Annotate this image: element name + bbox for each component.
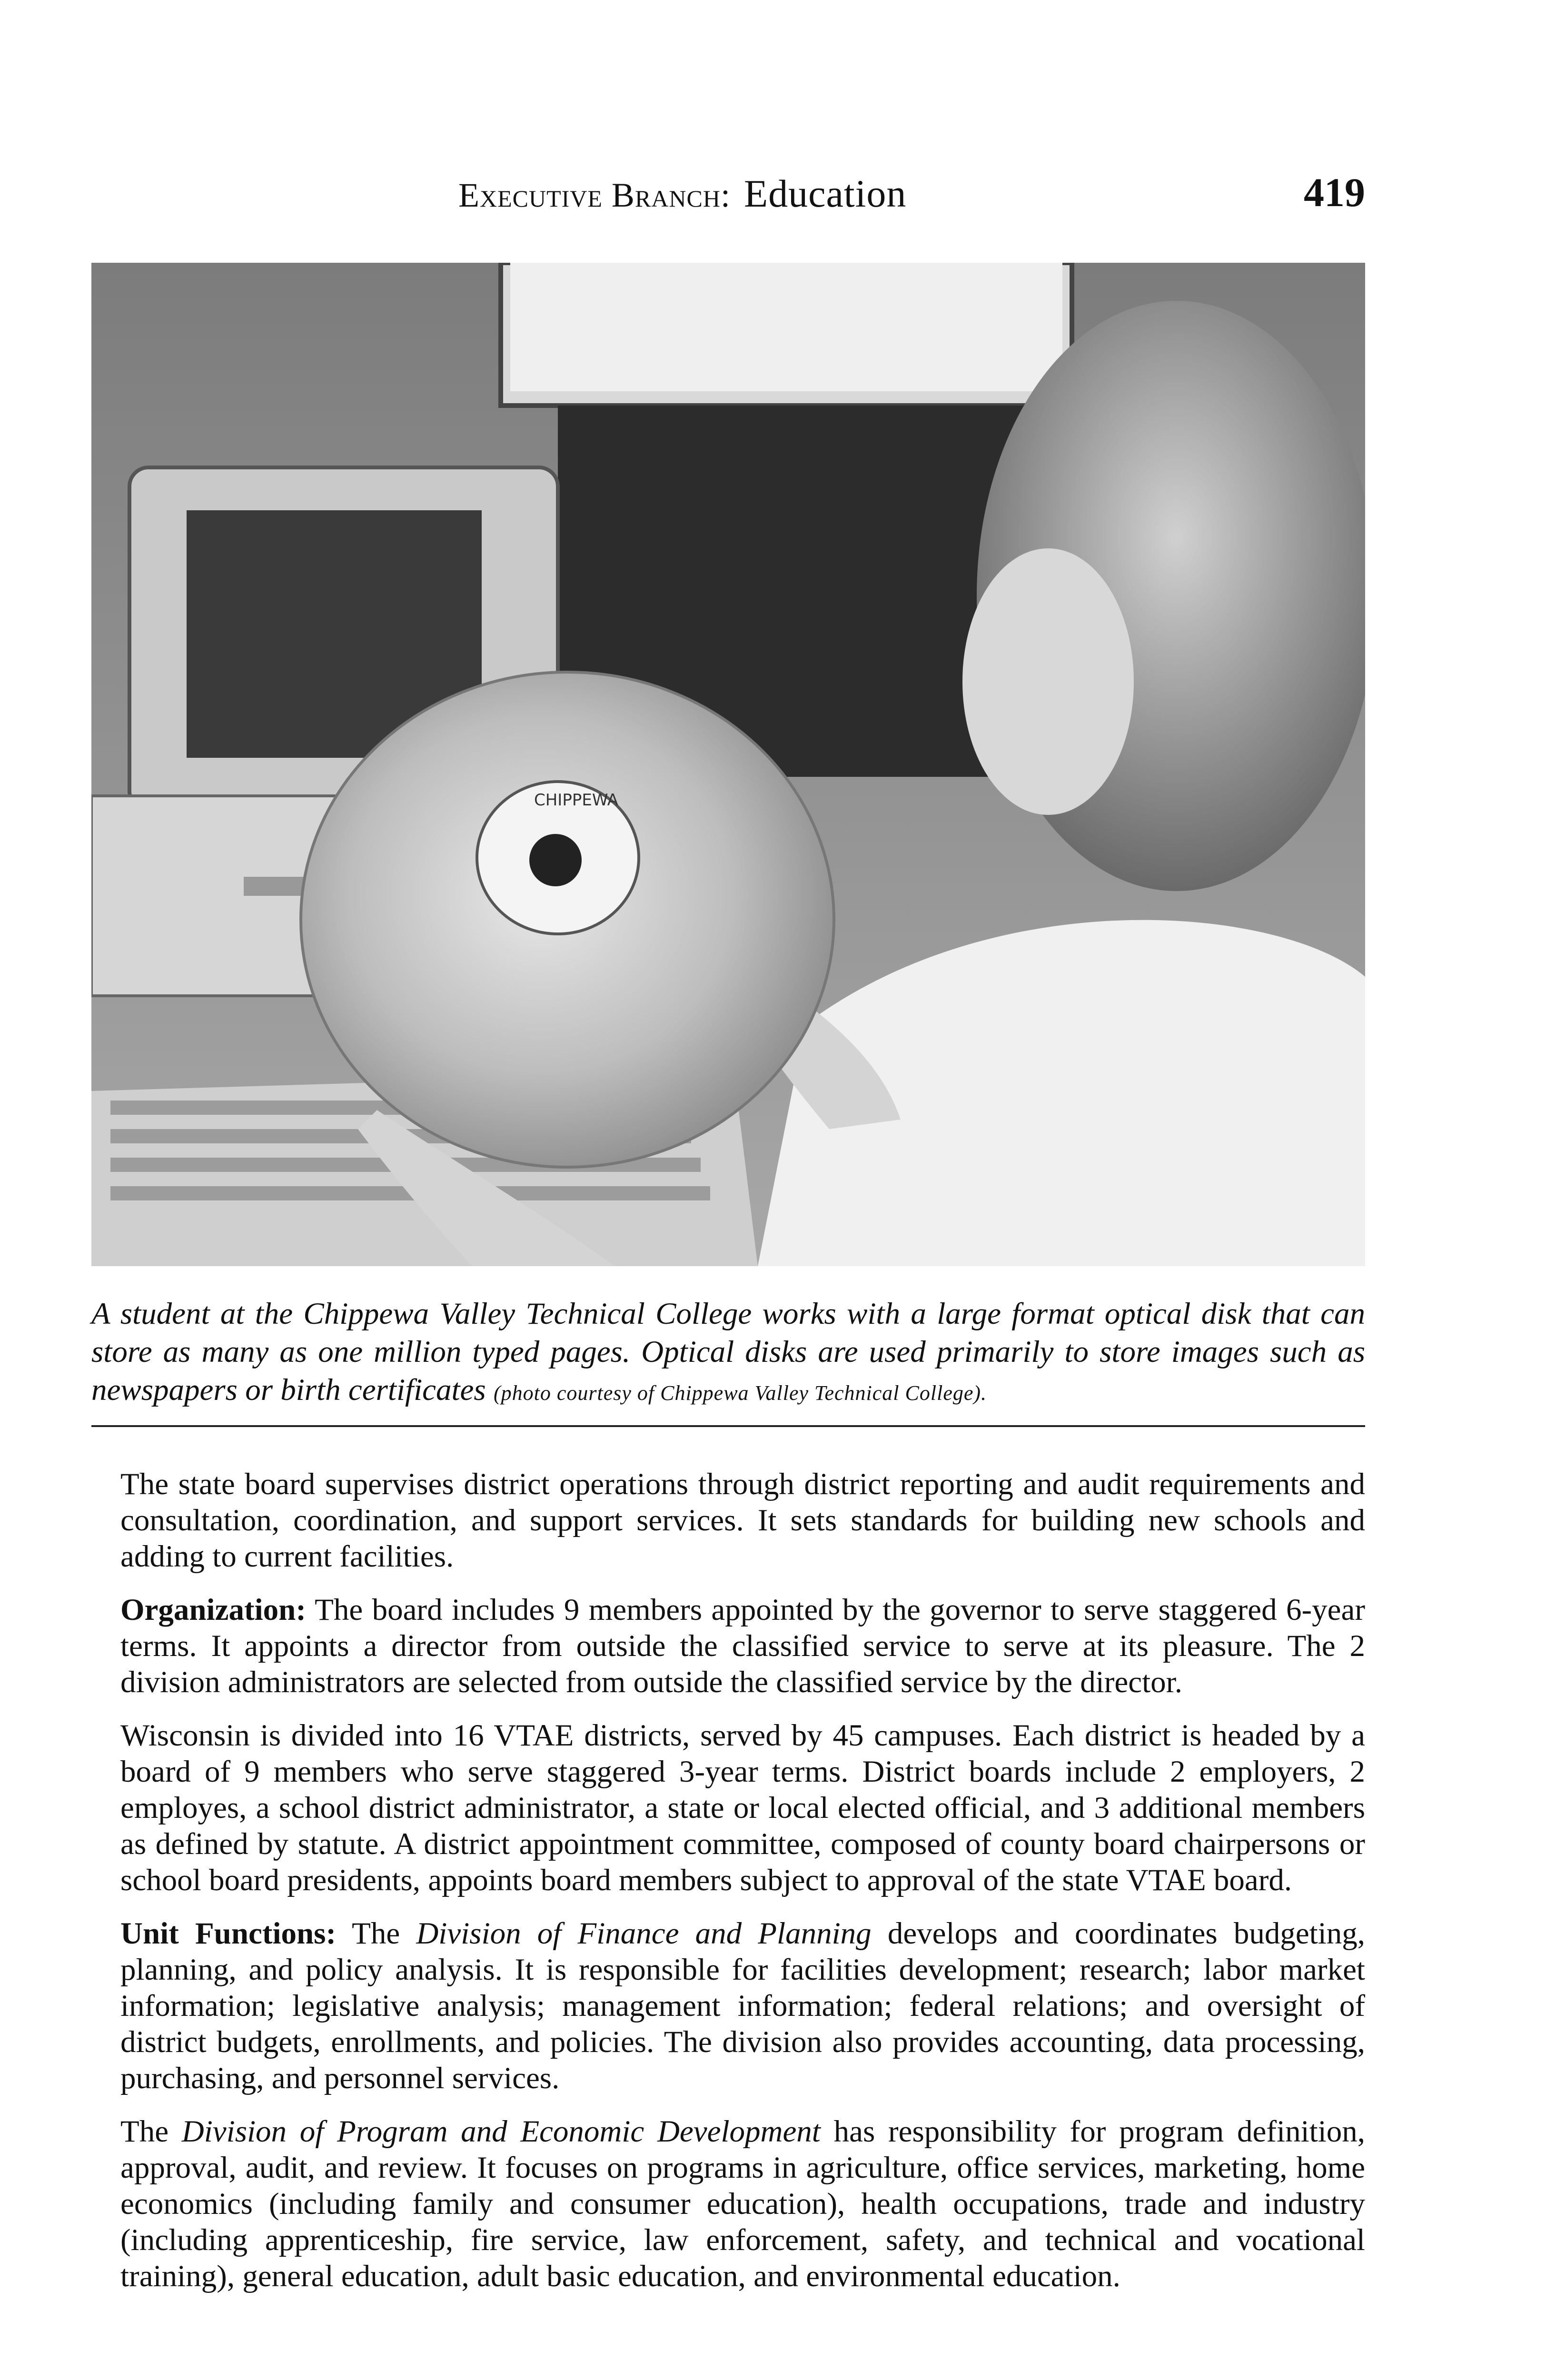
paragraph-districts: Wisconsin is divided into 16 VTAE districts, served by 45 campuses. Each district is headed by a board of 9 members who serve staggered 3-year terms. District boards include 2 employers, 2 employes, a school district administrator, a state or local elected official, and 3 additional members as defined by statute. A district appointment committee, composed of county board chairpersons or school board presidents, appoints board members subject to approval of the state VTAE board. <box>120 1718 1365 1897</box>
section-prefix: Executive Branch: <box>458 176 731 214</box>
photograph <box>91 263 1365 1266</box>
photo-caption <box>91 1295 1365 1412</box>
running-header <box>0 171 1546 214</box>
photo-credit: (photo courtesy of Chippewa Valley Technical College). <box>493 1381 987 1405</box>
division-name: Division of Finance and Planning <box>416 1916 872 1951</box>
caption-text: A student at the Chippewa Valley Technical College works with a large format optical disk that can store as many as one million typed pages. Optical disks are used primarily to store images such as newspapers or birth certificates <box>91 1297 1365 1407</box>
run-in-heading: Unit Functions: <box>120 1916 337 1951</box>
section-title: Education <box>743 172 907 215</box>
paragraph-program-division: The Division of Program and Economic Development has responsibility for program definition, approval, audit, and review. It focuses on programs in agriculture, office services, marketing, home economics (including family and consumer education), health occupations, trade and industry (including apprenticeship, fire service, law enforcement, safety, and technical and vocational training), general education, adult basic education, and environmental education. <box>120 2114 1366 2293</box>
run-in-heading: Organization: <box>120 1593 306 1627</box>
caption-divider <box>91 1425 1365 1427</box>
division-name: Division of Program and Economic Development <box>181 2114 821 2149</box>
paragraph-1: The state board supervises district operations through district reporting and audit requirements and consultation, coordination, and support services. It sets standards for building new schools and adding to current facilities. <box>120 1467 1365 1574</box>
disc-label: CHIPPEWA <box>534 791 618 810</box>
page-number: 419 <box>1304 169 1365 215</box>
paragraph-organization: Organization: The board includes 9 members appointed by the governor to serve staggered 6-year terms. It appoints a director from outside the classified service to serve at its pleasure. The 2 division administrators are selected from outside the classified service by the director. <box>120 1593 1365 1699</box>
section-heading <box>458 171 906 216</box>
photograph-icon <box>91 263 1365 1266</box>
paragraph-unit-functions: Unit Functions: The Division of Finance and Planning develops and coordinates budgeting, planning, and policy analysis. It is responsible for facilities development; research; labor market information; legislative analysis; management information; federal relations; and oversight of district budgets, enrollments, and policies. The division also provides accounting, data processing, purchasing, and personnel services. <box>120 1916 1366 2095</box>
body-text <box>120 1466 1365 2311</box>
